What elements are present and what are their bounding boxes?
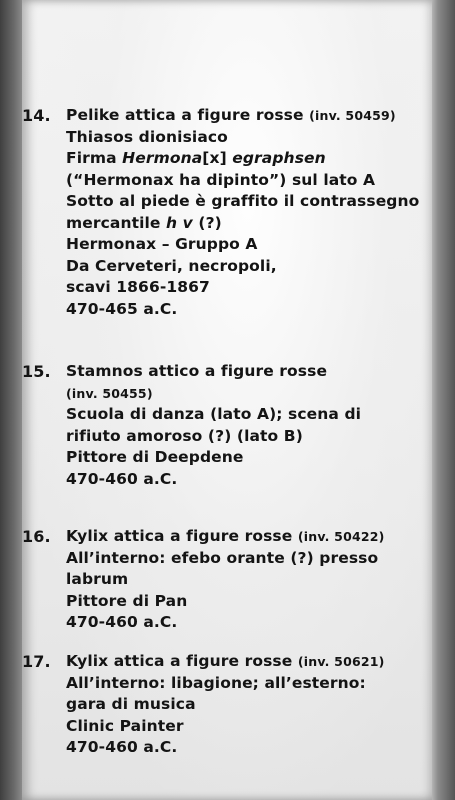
entry-line [66, 737, 385, 759]
italic-text: egraphsen [232, 149, 326, 167]
entry-line [66, 694, 385, 716]
line-text: scavi 1866-1867 [66, 278, 210, 296]
line-text: 470-460 a.C. [66, 469, 178, 488]
italic-text: Hermona [122, 149, 203, 167]
line-text: Clinic Painter [66, 716, 184, 735]
entry-lines [66, 651, 385, 759]
line-text: All’interno: libagione; all’esterno: [66, 673, 366, 692]
line-text: 470-460 a.C. [66, 738, 178, 756]
inventory-number: (inv. 50422) [297, 529, 385, 544]
line-text: Pelike attica a figure rosse [66, 106, 304, 124]
entry-line [66, 234, 419, 256]
entry-number: 15. [22, 362, 51, 381]
line-text: gara di musica [66, 695, 196, 713]
entry-lines [66, 361, 361, 490]
entry-number: 16. [22, 527, 51, 546]
line-text: (“Hermonax ha dipinto”) sul lato A [66, 170, 376, 189]
line-text: Da Cerveteri, necropoli, [66, 256, 277, 275]
entry-lines [66, 105, 419, 320]
entry-line [66, 277, 419, 299]
line-text: rifiuto amoroso (?) (lato B) [66, 426, 303, 445]
line-text: Stamnos attico a figure rosse [66, 362, 328, 380]
entry-line [66, 170, 419, 192]
line-text: 470-460 a.C. [66, 613, 178, 631]
italic-text: h v [166, 213, 193, 232]
inventory-number: (inv. 50455) [66, 385, 153, 401]
entry-line [66, 569, 385, 591]
line-text: 470-465 a.C. [66, 299, 178, 318]
line-text: Scuola di danza (lato A); scena di [66, 405, 362, 423]
line-text: Sotto al piede è graffito il contrassegno [66, 192, 420, 210]
entry-line [66, 383, 361, 405]
entry-line [66, 591, 385, 613]
line-text: Kylix attica a figure rosse [66, 652, 293, 670]
entry-line [66, 447, 361, 469]
entry-line [66, 213, 419, 235]
line-text: Thiasos dionisiaco [66, 127, 228, 146]
entry-line [66, 404, 361, 426]
line-text: [x] [202, 149, 233, 167]
line-text: Firma [66, 149, 123, 167]
entry-line [66, 256, 419, 278]
inventory-number: (inv. 50459) [309, 108, 396, 123]
entry-line [66, 651, 385, 673]
entry-line [66, 612, 385, 634]
line-text: All’interno: efebo orante (?) presso [66, 548, 379, 567]
line-text: (?) [192, 213, 222, 232]
entry-line [66, 148, 419, 170]
entry-line [66, 105, 419, 127]
line-text: labrum [66, 570, 129, 588]
line-text: Pittore di Pan [66, 591, 188, 610]
line-text: Pittore di Deepdene [66, 448, 244, 466]
museum-label-panel [22, 0, 432, 800]
entry-line [66, 548, 385, 570]
entry-line [66, 426, 361, 448]
line-text: Hermonax – Gruppo A [66, 235, 258, 253]
line-text: Kylix attica a figure rosse [66, 527, 293, 545]
entry-line [66, 127, 419, 149]
entry-number: 17. [22, 652, 51, 671]
entry-line [66, 361, 361, 383]
entry-line [66, 716, 385, 738]
inventory-number: (inv. 50621) [297, 654, 385, 669]
right-background-wall [429, 0, 455, 800]
entry-line [66, 299, 419, 321]
line-text: mercantile [66, 213, 167, 232]
entry-lines [66, 526, 385, 634]
entry-line [66, 673, 385, 695]
entry-number: 14. [22, 106, 51, 125]
entry-line [66, 191, 419, 213]
entry-line [66, 526, 385, 548]
entry-line [66, 469, 361, 491]
